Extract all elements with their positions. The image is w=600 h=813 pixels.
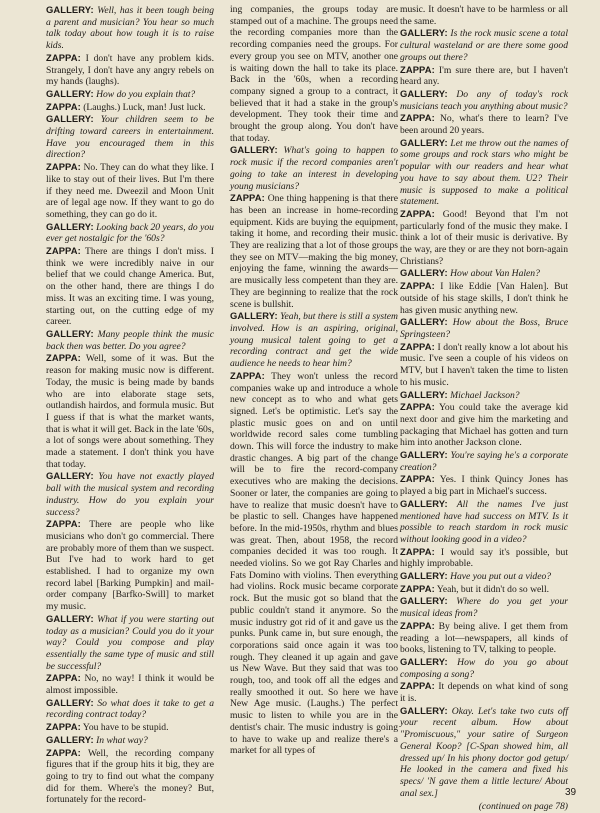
interview-paragraph: [46, 518, 214, 613]
speaker-label: ZAPPA:: [46, 721, 81, 733]
question-text: Your children seem to be drifting toward careers in entertainment. Have you encouraged them in this direction?: [46, 114, 214, 161]
speaker-label: ZAPPA:: [400, 340, 435, 352]
speaker-label: GALLERY:: [400, 87, 448, 99]
answer-text: I like Eddie [Van Halen]. But outside of his stage skills, I don't think he has given music anything new.: [400, 281, 568, 316]
speaker-label: GALLERY:: [400, 267, 448, 279]
speaker-label: ZAPPA:: [46, 672, 81, 684]
interview-paragraph: [400, 389, 568, 402]
interview-paragraph: [46, 4, 214, 52]
speaker-label: ZAPPA:: [400, 680, 435, 692]
speaker-label: GALLERY:: [400, 595, 448, 607]
interview-paragraph: [400, 620, 568, 656]
answer-text: I don't really know a lot about his music. I've seen a couple of his videos on MTV, but I haven't taken the time to listen to his music.: [400, 341, 569, 388]
interview-paragraph: [46, 721, 214, 734]
interview-paragraph: [230, 144, 398, 192]
speaker-label: ZAPPA:: [400, 619, 435, 631]
speaker-label: GALLERY:: [400, 27, 448, 39]
page-number: 39: [565, 787, 577, 798]
interview-paragraph: [230, 192, 398, 310]
interview-paragraph: [46, 352, 214, 470]
interview-paragraph: [400, 449, 568, 473]
interview-paragraph: [230, 310, 398, 370]
speaker-label: ZAPPA:: [400, 401, 435, 413]
interview-paragraph: [46, 113, 214, 161]
question-text: Is the rock music scene a total cultural wasteland or are there some good groups out there?: [400, 28, 568, 63]
interview-paragraph: [400, 656, 568, 680]
question-text: How about the Boss, Bruce Springsteen?: [400, 317, 568, 340]
speaker-label: GALLERY:: [230, 144, 278, 156]
text-column-3: [400, 4, 568, 813]
answer-text: One thing happening is that there has been an increase in home-recording equipment. Kids are buying the equipment, taking it home, and recording their music. They are realizing that a lot of those groups they see on MTV—making the big money, enjoying the fame, winning the awards—are musically less competent than they are. They are beginning to realize that the rock scene is bullshit.: [230, 193, 398, 310]
column-3-body: [400, 4, 568, 799]
answer-text: I would say it's possible, but highly improbable.: [400, 546, 569, 570]
interview-paragraph: [46, 101, 214, 114]
answer-text: There are people who like musicians who don't go commercial. There are probably more of them than we suspect. But I've had to work hard to get established. I had to organize my own record label [Barking Pumpkin] and mail-order company [Barfko-Swill] to market my music.: [46, 519, 214, 613]
question-text: Let me throw out the names of some groups and rock stars who might be popular with our readers and hear what you have to say about them. U2? Their music is supposed to make a political statement.: [400, 137, 568, 208]
question-text: Looking back 20 years, do you ever get nostalgic for the '60s?: [46, 221, 214, 245]
interview-paragraph: [400, 705, 568, 800]
speaker-label: ZAPPA:: [400, 280, 435, 292]
answer-text: Well, some of it was. But the reason for making music now is different. Today, the music is being made by bands who are into elaborate stage sets, outlandish hairdos, and formula music. But I guess if that is what the market wants, that is what it will get. Back in the late '60s, a lot of songs were about something. They made a statement. I don't think you have that today.: [46, 353, 214, 470]
speaker-label: ZAPPA:: [230, 369, 265, 381]
interview-paragraph: [400, 280, 568, 316]
question-text: How do you explain that?: [96, 88, 196, 100]
question-text: Yeah, but there is still a system involved. How is an aspiring, original, young musical talent going to get a recording contract and get the wide audience he needs to hear him?: [230, 311, 398, 370]
interview-paragraph: [46, 470, 214, 518]
speaker-label: GALLERY:: [46, 87, 94, 99]
answer-text: They won't unless the record companies wake up and introduce a whole new concept as to who and what gets signed. Let's be optimistic. Let's say the plastic music goes on and on until worldwide record sales come tumbling down. This will force the industry to make drastic changes. A big part of the change will be to fire the record-company executives who are making the decisions. Sooner or later, the companies are going to have to realize that music doesn't have to be plastic to sell. Changes have happened before. In the mid-1950s, rhythm and blues was great. Then, about 1958, the record companies decided it was too rough. It needed violins. So we got Ray Charles and Fats Domino with violins. Then everything had violins. Rock music became corporate rock. But the music got so bland that the public couldn't stand it anymore. So the music industry got rid of it and gave us the punks. Punk came in, but sure enough, the corporations said once again it was too rough. They cleaned it up again and gave us New Wave. But they said that was too rough, too, and took off all the edges and really smoothed it out. So here we have New Age music. (Laughs.) The perfect music to listen to while you are in the dentist's chair. The music industry is going to have to wake up and realize there's a market for all types of: [230, 370, 398, 757]
interview-paragraph: [46, 245, 214, 328]
interview-paragraph: [400, 401, 568, 449]
interview-paragraph: [400, 88, 568, 112]
answer-text: You have to be stupid.: [82, 722, 169, 734]
interview-paragraph: [400, 316, 568, 340]
speaker-label: GALLERY:: [46, 220, 94, 232]
answer-text: No, what's there to learn? I've been around 20 years.: [400, 113, 568, 137]
question-text: You're saying he's a corporate creation?: [400, 450, 568, 473]
speaker-label: ZAPPA:: [46, 100, 81, 112]
interview-paragraph: [400, 112, 568, 136]
speaker-label: ZAPPA:: [46, 746, 81, 758]
interview-paragraph: [46, 747, 214, 807]
answer-text: There are things I don't miss. I think we were incredibly naive in our belief that we could change America. But, on the other hand, there are things I do miss. It was an exciting time. I was young, starting out, on the cutting edge of my career.: [46, 246, 215, 328]
question-text: You have not exactly played ball with the musical system and recording industry. How do you explain your success?: [46, 471, 214, 518]
answer-text: Yes. I think Quincy Jones has played a big part in Michael's success.: [400, 474, 568, 498]
speaker-label: ZAPPA:: [400, 473, 435, 485]
speaker-label: GALLERY:: [400, 449, 448, 461]
question-text: Where do you get your musical ideas from?: [400, 596, 568, 620]
speaker-label: ZAPPA:: [46, 51, 81, 63]
question-text: In what way?: [96, 734, 148, 746]
answer-text: music. It doesn't have to be harmless or all the same.: [400, 4, 568, 27]
question-text: Okay. Let's take two cuts off your recent album. How about "Promiscuous," your satire of Surgeon General Koop? [C-Span showed him, all dressed up/ In his phony doctor god getup/ He looked in the camera and fixed his specs/ 'N gave them a little lecture/ About anal sex.]: [400, 705, 568, 799]
speaker-label: ZAPPA:: [400, 207, 435, 219]
answer-text: You could take the average kid next door and give him the marketing and packaging that Michael has gotten and turn him into another Jackson clone.: [400, 402, 568, 449]
speaker-label: GALLERY:: [400, 704, 448, 716]
speaker-label: GALLERY:: [46, 327, 94, 339]
interview-paragraph: [400, 137, 568, 208]
interview-paragraph: [46, 52, 214, 88]
question-text: What if you were starting out today as a musician? Could you do it your way? Could you compose and play essentially the same type of music and still be successful?: [46, 613, 214, 672]
interview-paragraph: [46, 734, 214, 747]
question-text: All the names I've just mentioned have had success on MTV. Is it possible to reach stardom in rock music without looking good in a video?: [400, 498, 568, 545]
interview-paragraph: [400, 208, 568, 268]
interview-paragraph: [230, 4, 398, 144]
interview-paragraph: [46, 613, 214, 673]
answer-text: Well, the recording company figures that if the group hits it big, they are going to try to find out what the company did for them. Where's the money? But, fortunately for the record-: [46, 747, 214, 806]
speaker-label: GALLERY:: [400, 316, 448, 328]
speaker-label: GALLERY:: [400, 655, 448, 667]
interview-paragraph: [400, 473, 568, 497]
answer-text: I'm sure there are, but I haven't heard any.: [400, 64, 568, 88]
text-column-2: [230, 4, 398, 757]
question-text: So what does it take to get a recording contract today?: [46, 697, 214, 721]
interview-paragraph: [46, 697, 214, 721]
interview-paragraph: [400, 680, 568, 704]
question-text: Do any of today's rock musicians teach you anything about music?: [400, 88, 568, 112]
speaker-label: ZAPPA:: [400, 582, 435, 594]
question-text: Many people think the music back then was better. Do you agree?: [46, 328, 215, 352]
answer-text: (Laughs.) Luck, man! Just luck.: [83, 101, 206, 113]
interview-paragraph: [230, 370, 398, 757]
speaker-label: GALLERY:: [400, 136, 448, 148]
text-column-1: [46, 4, 214, 806]
answer-text: I don't have any problem kids. Strangely, I don't have any angry rebels on my hands (laughs).: [46, 52, 214, 88]
question-text: Well, has it been tough being a parent and musician? You hear so much talk today about how tough it is to raise kids.: [46, 5, 214, 52]
question-text: Have you put out a video?: [450, 571, 552, 583]
interview-paragraph: [46, 161, 214, 221]
speaker-label: GALLERY:: [46, 733, 94, 745]
speaker-label: ZAPPA:: [400, 112, 435, 124]
interview-paragraph: [400, 64, 568, 88]
speaker-label: GALLERY:: [46, 696, 94, 708]
answer-text: By being alive. I get them from reading a lot—newspapers, all kinds of books, listening to TV, talking to people.: [400, 620, 568, 656]
interview-paragraph: [46, 88, 214, 101]
question-text: What's going to happen to rock music if the record companies aren't going to take an interest in developing young musicians?: [230, 145, 398, 192]
question-text: Michael Jackson?: [450, 389, 520, 401]
speaker-label: GALLERY:: [400, 497, 448, 509]
speaker-label: ZAPPA:: [230, 192, 265, 204]
answer-text: It depends on what kind of song it is.: [400, 681, 568, 705]
interview-paragraph: [400, 546, 568, 570]
answer-text: No, no way! I think it would be almost impossible.: [46, 673, 214, 697]
speaker-label: ZAPPA:: [400, 63, 435, 75]
speaker-label: GALLERY:: [400, 570, 448, 582]
interview-paragraph: [46, 672, 214, 696]
speaker-label: ZAPPA:: [46, 352, 81, 364]
interview-paragraph: [46, 221, 214, 245]
interview-paragraph: [400, 570, 568, 583]
answer-text: No. They can do what they like. I like to stay out of their lives. But I'm there if they need me. Dweezil and Moon Unit are of legal age now. If they want to go do something, they can go do it.: [46, 162, 214, 220]
speaker-label: GALLERY:: [46, 113, 94, 125]
question-text: How do you go about composing a song?: [400, 656, 568, 680]
interview-paragraph: [400, 583, 568, 596]
interview-paragraph: [400, 341, 568, 389]
interview-paragraph: [400, 267, 568, 280]
speaker-label: GALLERY:: [230, 310, 278, 322]
question-text: How about Van Halen?: [450, 268, 540, 280]
speaker-label: ZAPPA:: [46, 161, 81, 173]
interview-paragraph: [400, 595, 568, 619]
speaker-label: GALLERY:: [46, 612, 94, 624]
speaker-label: GALLERY:: [46, 4, 94, 15]
speaker-label: GALLERY:: [46, 470, 94, 482]
interview-paragraph: [400, 4, 568, 27]
speaker-label: ZAPPA:: [46, 518, 81, 530]
answer-text: Good! Beyond that I'm not particularly fond of the music they make. I think a lot of their music is derivative. By the way, are they or are they not born-again Christians?: [400, 208, 569, 267]
interview-paragraph: [46, 328, 214, 352]
interview-paragraph: [400, 498, 568, 546]
speaker-label: GALLERY:: [400, 388, 448, 400]
answer-text: Yeah, but it didn't do so well.: [436, 583, 550, 595]
continued-note: (continued on page 78): [478, 801, 568, 813]
speaker-label: ZAPPA:: [400, 545, 435, 557]
speaker-label: ZAPPA:: [46, 245, 81, 257]
answer-text: ing companies, the groups today are stamped out of a machine. The groups need the recording companies more than the recording companies need the groups. For every group you see on MTV, another one is waiting down the hall to take its place. Back in the '60s, when a recording company signed a group to a contract, it believed that it had a stake in the group's development. They took their time and brought the group along. You don't have that today.: [230, 4, 398, 144]
interview-paragraph: [400, 27, 568, 63]
